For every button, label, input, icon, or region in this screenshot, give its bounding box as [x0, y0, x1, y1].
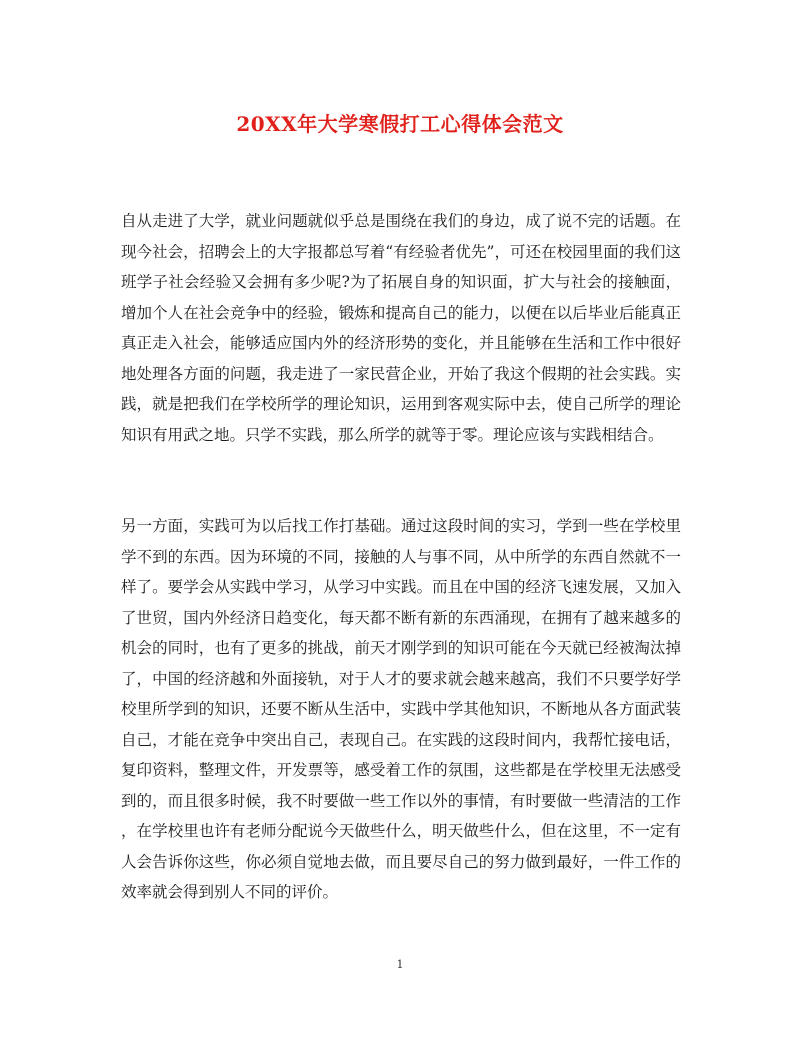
- document-title: 20XX年大学寒假打工心得体会范文: [236, 112, 564, 136]
- body-paragraph-1: 自从走进了大学，就业问题就似乎总是围绕在我们的身边，成了说不完的话题。在现今社会，招聘会上的大字报都总写着“有经验者优先”，可还在校园里面的我们这班学子社会经验又会拥有多少呢?为了拓展自身的知识面，扩大与社会的接触面，增加个人在社会竞争中的经验，锻炼和提高自己的能力，以便在以后毕业后能真正真正走入社会，能够适应国内外的经济形势的变化，并且能够在生活和工作中很好地处理各方面的问题，我走进了一家民营企业，开始了我这个假期的社会实践。实践，就是把我们在学校所学的理论知识，运用到客观实际中去，使自己所学的理论知识有用武之地。只学不实践，那么所学的就等于零。理论应该与实践相结合。: [121, 212, 681, 444]
- page-number: 1: [396, 958, 404, 971]
- body-paragraph-2: 另一方面，实践可为以后找工作打基础。通过这段时间的实习，学到一些在学校里学不到的东西。因为环境的不同，接触的人与事不同，从中所学的东西自然就不一样了。要学会从实践中学习，从学习中实践。而且在中国的经济飞速发展，又加入了世贸，国内外经济日趋变化，每天都不断有新的东西涌现，在拥有了越来越多的机会的同时，也有了更多的挑战，前天才刚学到的知识可能在今天就已经被淘汰掉了，中国的经济越和外面接轨，对于人才的要求就会越来越高，我们不只要学好学校里所学到的知识，还要不断从生活中，实践中学其他知识，不断地从各方面武装自己，才能在竞争中突出自己，表现自己。在实践的这段时间内，我帮忙接电话，复印资料，整理文件，开发票等，感受着工作的氛围，这些都是在学校里无法感受到的，而且很多时候，我不时要做一些工作以外的事情，有时要做一些清洁的工作，在学校里也许有老师分配说今天做些什么，明天做些什么，但在这里，不一定有人会告诉你这些，你必须自觉地去做，而且要尽自己的努力做到最好，一件工作的效率就会得到别人不同的评价。: [121, 517, 681, 901]
